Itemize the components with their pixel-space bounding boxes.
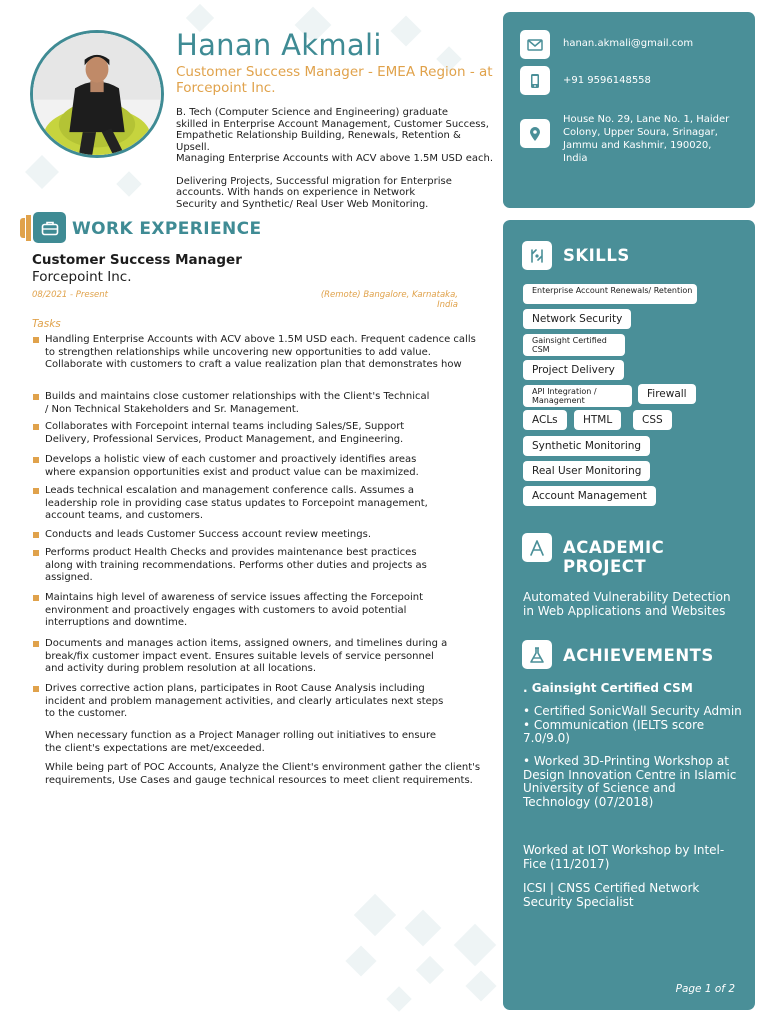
job-dates: 08/2021 - Present: [32, 290, 109, 300]
task-item: [45, 730, 500, 755]
bullet-square: [33, 686, 39, 692]
section-accent-bar: [20, 218, 25, 238]
phone-icon: [520, 66, 550, 95]
tasks-label: Tasks: [32, 318, 61, 330]
skill-chip: Gainsight Certified CSM: [523, 334, 625, 356]
job-location: (Remote) Bangalore, Karnataka, India: [320, 290, 458, 310]
email-link[interactable]: hanan.akmali@gmail.com: [563, 38, 694, 49]
briefcase-icon: [33, 212, 66, 243]
task-text: Collaborates with Forcepoint internal teams including Sales/SE, Support Delivery, Professional Services, Product Management, and Engineering.: [45, 421, 405, 445]
academic-icon: [522, 533, 552, 562]
skill-chip: API Integration / Management: [523, 385, 632, 407]
location-pin-icon: [520, 119, 550, 148]
job-title: Customer Success Manager: [32, 252, 242, 268]
bullet-square: [33, 394, 39, 400]
task-text: When necessary function as a Project Manager rolling out initiatives to ensure the client's expectations are met/exceeded.: [45, 730, 436, 754]
section-accent-bar: [26, 215, 31, 241]
bullet-square: [33, 641, 39, 647]
task-text: Handling Enterprise Accounts with ACV above 1.5M USD each. Frequent cadence calls to strengthen relationships while uncovering new opportunities to add value. Collaborate with customers to craft a value realization plan that demonstrates how: [45, 334, 476, 370]
skill-chip: Real User Monitoring: [523, 461, 650, 481]
academic-project-heading: ACADEMIC PROJECT: [563, 538, 665, 576]
candidate-name: Hanan Akmali: [176, 28, 382, 62]
skill-chip: Account Management: [523, 486, 656, 506]
skill-chip: HTML: [574, 410, 621, 430]
bullet-square: [33, 337, 39, 343]
task-item: [45, 391, 500, 416]
task-text: Maintains high level of awareness of service issues affecting the Forcepoint environment and proactively engages with customers to avoid potential interruptions and downtime.: [45, 592, 424, 628]
profile-photo: [30, 30, 164, 158]
task-item: [45, 762, 500, 787]
skill-chip: Project Delivery: [523, 360, 624, 380]
achievement-item: Worked at IOT Workshop by Intel- Fice (11/2017): [523, 843, 725, 871]
achievements-heading: ACHIEVEMENTS: [563, 646, 714, 665]
achievements-icon: [522, 640, 552, 669]
envelope-icon: [520, 30, 550, 59]
task-text: While being part of POC Accounts, Analyze the Client's environment gather the client's requirements, Use Cases and gauge technical resources to meet client requirements.: [45, 762, 481, 786]
bullet-square: [33, 532, 39, 538]
company-name: Forcepoint Inc.: [32, 269, 132, 285]
task-item: [45, 421, 500, 446]
bullet-square: [33, 457, 39, 463]
candidate-subtitle: Customer Success Manager - EMEA Region - at Forcepoint Inc.: [176, 64, 493, 96]
phone-number: +91 9596148558: [563, 75, 651, 86]
skill-chip: Enterprise Account Renewals/ Retention: [523, 284, 697, 304]
skill-chip: ACLs: [523, 410, 567, 430]
task-item: [45, 454, 500, 479]
task-item: [45, 485, 500, 523]
achievement-item: . Gainsight Certified CSM: [523, 681, 693, 695]
skill-chip: Network Security: [523, 309, 631, 329]
academic-project-text: Automated Vulnerability Detection in Web Applications and Websites: [523, 590, 731, 618]
task-item: [45, 683, 500, 721]
skill-chip: Synthetic Monitoring: [523, 436, 650, 456]
achievement-item: ICSI | CNSS Certified Network Security Specialist: [523, 881, 700, 909]
summary-paragraph: Delivering Projects, Successful migration for Enterprise accounts. With hands on experience in Network Security and Synthetic/ Real User Web Monitoring.: [176, 175, 452, 210]
skills-heading: SKILLS: [563, 246, 630, 265]
achievement-item: • Worked 3D-Printing Workshop at Design Innovation Centre in Islamic University of Science and Technology (07/2018): [523, 754, 737, 809]
task-item: [45, 334, 500, 372]
task-text: Conducts and leads Customer Success account review meetings.: [45, 529, 371, 540]
achievement-item: • Certified SonicWall Security Admin • Communication (IELTS score 7.0/9.0): [523, 704, 742, 745]
bullet-square: [33, 595, 39, 601]
page-number: Page 1 of 2: [675, 983, 735, 995]
task-text: Develops a holistic view of each customer and proactively identifies areas where expansion opportunities exist and product value can be maximized.: [45, 454, 419, 478]
task-item: [45, 547, 500, 585]
person-photo-icon: [33, 33, 161, 155]
task-text: Builds and maintains close customer relationships with the Client's Technical / Non Technical Stakeholders and Sr. Management.: [45, 391, 430, 415]
task-item: [45, 638, 500, 676]
address: House No. 29, Lane No. 1, Haider Colony, Upper Soura, Srinagar, Jammu and Kashmir, 190020, India: [563, 114, 730, 164]
work-experience-heading: WORK EXPERIENCE: [72, 219, 262, 239]
task-text: Performs product Health Checks and provides maintenance best practices along with training recommendations. Performs other duties and projects as assigned.: [45, 547, 427, 583]
task-item: [45, 592, 500, 630]
skill-chip: CSS: [633, 410, 672, 430]
task-text: Leads technical escalation and management conference calls. Assumes a leadership role in providing case status updates to Forcepoint management, account teams, and customers.: [45, 485, 428, 521]
task-text: Drives corrective action plans, participates in Root Cause Analysis including incident and problem management activities, and clearly articulates next steps to the customer.: [45, 683, 444, 719]
summary-paragraph: B. Tech (Computer Science and Engineering) graduate skilled in Enterprise Account Management, Customer Success, Empathetic Relationship Building, Renewals, Retention & Upsell. Managing Enterprise Accounts with ACV above 1.5M USD each.: [176, 107, 494, 164]
profile-summary: [176, 107, 506, 221]
skill-chip: Firewall: [638, 384, 696, 404]
bullet-square: [33, 550, 39, 556]
task-item: [45, 529, 500, 542]
bullet-square: [33, 424, 39, 430]
bullet-square: [33, 488, 39, 494]
task-text: Documents and manages action items, assigned owners, and timelines during a break/fix customer impact event. Ensures suitable levels of service personnel and activity during problem resolution at all locations.: [45, 638, 448, 674]
skills-icon: [522, 241, 552, 270]
